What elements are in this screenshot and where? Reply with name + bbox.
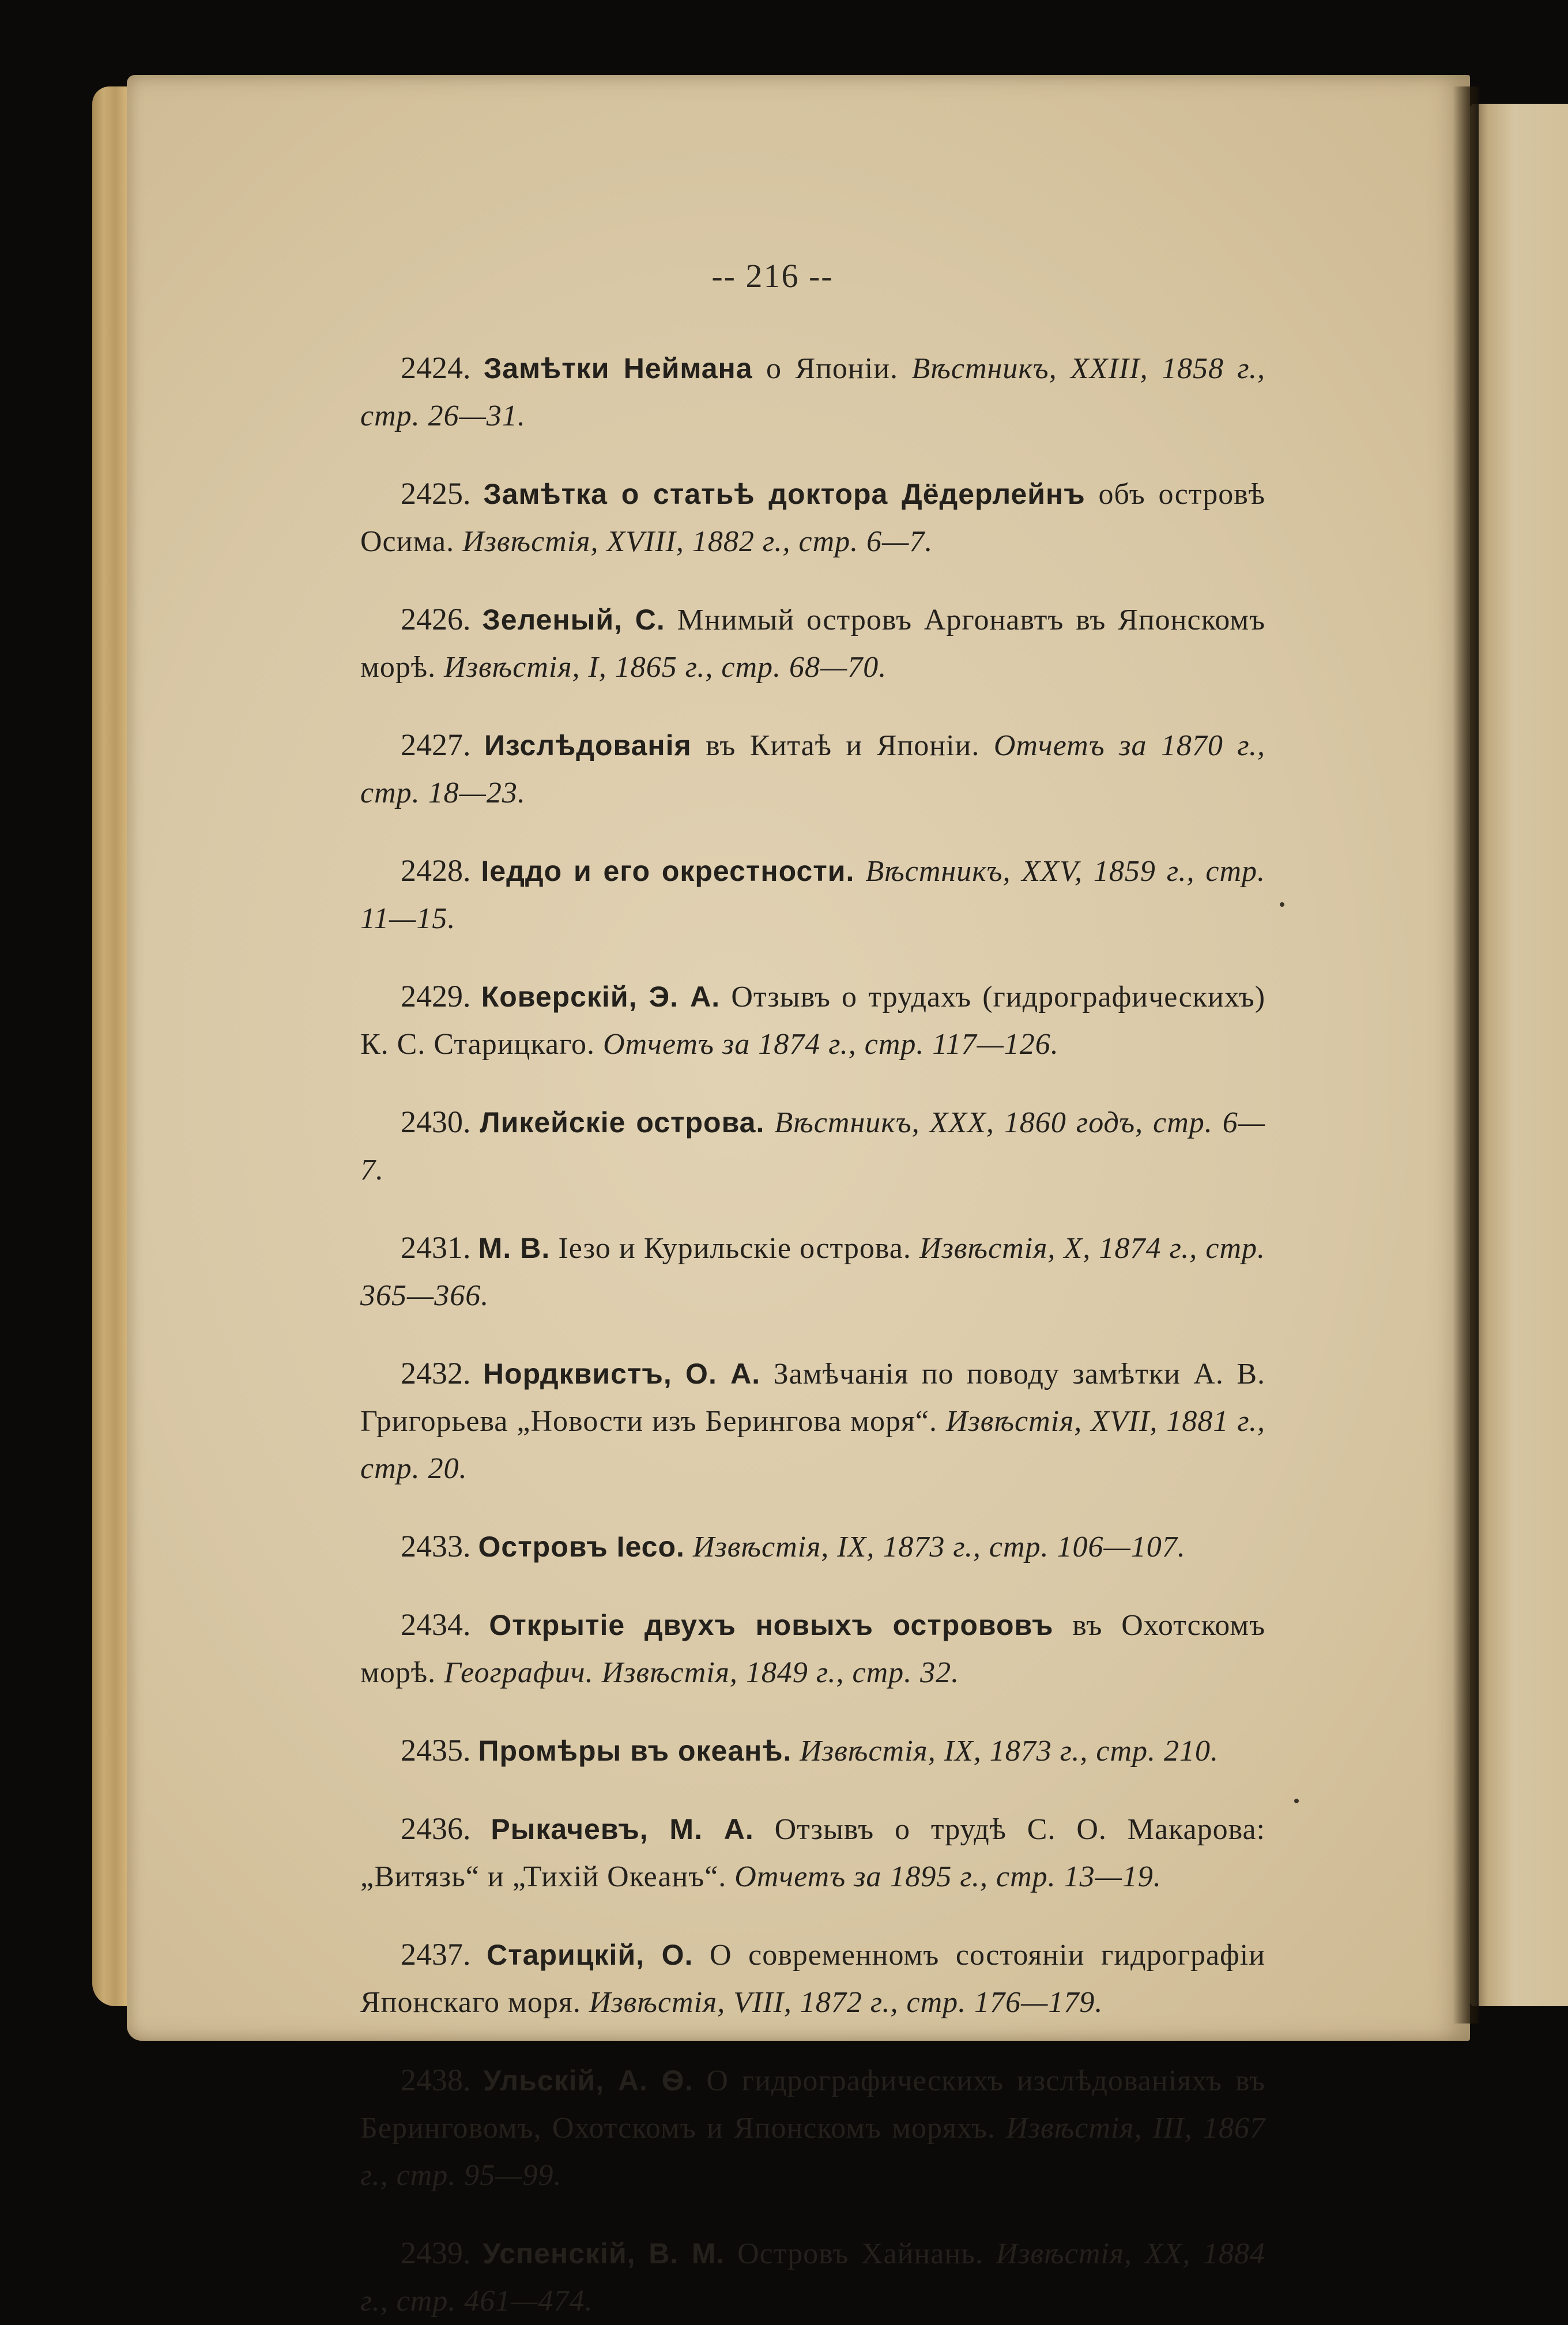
- paper-speck: [1280, 902, 1284, 907]
- entry-source: Извѣстія, IX, 1873 г., стр. 106—107.: [692, 1531, 1186, 1563]
- bibliography-entry: [360, 1805, 1265, 1901]
- entry-number: 2427.: [401, 728, 471, 762]
- entry-source: Извѣстія, X, 1874 г., стр. 365—366.: [360, 1232, 1266, 1312]
- entry-title: Островъ Іесо.: [478, 1531, 685, 1563]
- entry-text: Отзывъ о трудѣ С. О. Макарова: „Витязь“ и „Тихій Океанъ“.: [360, 1813, 1265, 1893]
- entry-title: Нордквистъ, О. А.: [483, 1358, 761, 1390]
- bibliography-entry: [360, 847, 1265, 943]
- entry-source: Вѣстникъ, XXX, 1860 годъ, стр. 6—7.: [360, 1106, 1266, 1186]
- entry-text: О современномъ состояніи гидрографіи Японскаго моря.: [360, 1939, 1266, 2019]
- entry-number: 2430.: [401, 1105, 471, 1139]
- bibliography-entry: [360, 1727, 1265, 1775]
- entry-number: 2428.: [401, 853, 471, 888]
- entry-text: въ Охотскомъ морѣ.: [360, 1609, 1266, 1689]
- entry-number: 2435.: [401, 1733, 471, 1768]
- entry-source: Отчетъ за 1874 г., стр. 117—126.: [603, 1028, 1059, 1061]
- entry-text: Замѣчанія по поводу замѣтки А. В. Григорьева „Новости изъ Берингова моря“.: [360, 1358, 1266, 1438]
- bibliography-entry: [360, 596, 1265, 691]
- entry-source: Извѣстія, VIII, 1872 г., стр. 176—179.: [589, 1986, 1103, 2019]
- entry-number: 2433.: [401, 1529, 471, 1563]
- entry-title: Промѣры въ океанѣ.: [478, 1735, 792, 1767]
- entry-text: Островъ Хайнань.: [725, 2237, 996, 2270]
- bibliography-entry: [360, 1224, 1265, 1320]
- book-gutter: [1453, 86, 1479, 2023]
- bibliography-entry: [360, 1350, 1265, 1493]
- entry-number: 2438.: [401, 2063, 471, 2097]
- bibliography-entry: [360, 344, 1265, 440]
- entry-text: [854, 855, 865, 888]
- entry-source: Извѣстія, XX, 1884 г., стр. 461—474.: [360, 2237, 1265, 2318]
- entry-source: Вѣстникъ, XXV, 1859 г., стр. 11—15.: [360, 855, 1265, 935]
- bibliography-entry: [360, 1098, 1265, 1194]
- page-number: -- 216 --: [711, 257, 834, 295]
- entry-text: О гидрографическихъ изслѣдованіяхъ въ Беринговомъ, Охотскомъ и Японскомъ моряхъ.: [360, 2064, 1265, 2145]
- entry-title: Ликейскіе острова.: [480, 1106, 765, 1139]
- entry-number: 2426.: [401, 602, 471, 636]
- entry-text: Отзывъ о трудахъ (гидрографическихъ) К. С. Старицкаго.: [360, 981, 1266, 1061]
- bibliography-entry: [360, 973, 1265, 1068]
- entry-title: Зеленый, С.: [482, 604, 665, 636]
- entry-text: [791, 1735, 800, 1768]
- entry-title: Замѣтка о статьѣ доктора Дёдерлейнъ: [483, 478, 1085, 510]
- entry-number: 2431.: [401, 1230, 471, 1265]
- entry-text: Мнимый островъ Аргонавтъ въ Японскомъ морѣ.: [360, 604, 1265, 684]
- entry-title: Іеддо и его окрестности.: [481, 855, 855, 887]
- entry-text: въ Китаѣ и Японіи.: [691, 729, 994, 762]
- entry-title: М. В.: [478, 1232, 551, 1264]
- entry-title: Изслѣдованія: [484, 729, 692, 762]
- entry-number: 2424.: [401, 351, 471, 385]
- entry-source: Извѣстія, I, 1865 г., стр. 68—70.: [444, 651, 887, 684]
- entry-title: Ульскій, А. Ѳ.: [483, 2064, 693, 2097]
- entry-source: Вѣстникъ, XXIII, 1858 г., стр. 26—31.: [360, 352, 1266, 432]
- bibliography-entry: [360, 470, 1265, 566]
- entry-source: Извѣстія, III, 1867 г., стр. 95—99.: [360, 2112, 1265, 2192]
- entry-title: Старицкій, О.: [487, 1939, 693, 1971]
- entry-text: объ островѣ Осима.: [360, 478, 1266, 558]
- bibliography-entry: [360, 1601, 1265, 1697]
- entry-title: Рыкачевъ, М. А.: [491, 1813, 754, 1845]
- entry-text: [764, 1106, 774, 1139]
- entry-title: Коверскій, Э. А.: [481, 981, 721, 1013]
- entry-source: Извѣстія, XVII, 1881 г., стр. 20.: [360, 1405, 1266, 1485]
- bibliography-entry: [360, 2056, 1265, 2199]
- bibliography-list: [360, 314, 1265, 2325]
- entry-number: 2429.: [401, 979, 471, 1013]
- entry-number: 2436.: [401, 1811, 471, 1846]
- bibliography-entry: [360, 721, 1265, 817]
- entry-number: 2425.: [401, 476, 471, 511]
- facing-page: [1470, 104, 1568, 2006]
- entry-source: Извѣстія, IX, 1873 г., стр. 210.: [800, 1735, 1219, 1768]
- entry-text: о Японіи.: [752, 352, 912, 385]
- entry-title: Замѣтки Неймана: [483, 352, 753, 385]
- entry-source: Извѣстія, XVIII, 1882 г., стр. 6—7.: [462, 525, 933, 558]
- bibliography-entry: [360, 2229, 1265, 2325]
- bibliography-entry: [360, 1523, 1265, 1571]
- entry-text: Іезо и Курильскіе острова.: [550, 1232, 920, 1265]
- entry-source: Отчетъ за 1895 г., стр. 13—19.: [734, 1860, 1162, 1893]
- entry-title: Открытіе двухъ новыхъ острововъ: [489, 1609, 1054, 1641]
- entry-number: 2439.: [401, 2236, 471, 2270]
- entry-source: Географич. Извѣстія, 1849 г., стр. 32.: [444, 1656, 960, 1689]
- bibliography-entry: [360, 1931, 1265, 2026]
- entry-text: [685, 1531, 693, 1563]
- entry-number: 2434.: [401, 1607, 471, 1642]
- entry-number: 2432.: [401, 1356, 471, 1391]
- entry-number: 2437.: [401, 1937, 471, 1972]
- entry-title: Успенскій, В. М.: [483, 2237, 725, 2270]
- paper-speck: [1294, 1799, 1299, 1803]
- entry-source: Отчетъ за 1870 г., стр. 18—23.: [360, 729, 1265, 809]
